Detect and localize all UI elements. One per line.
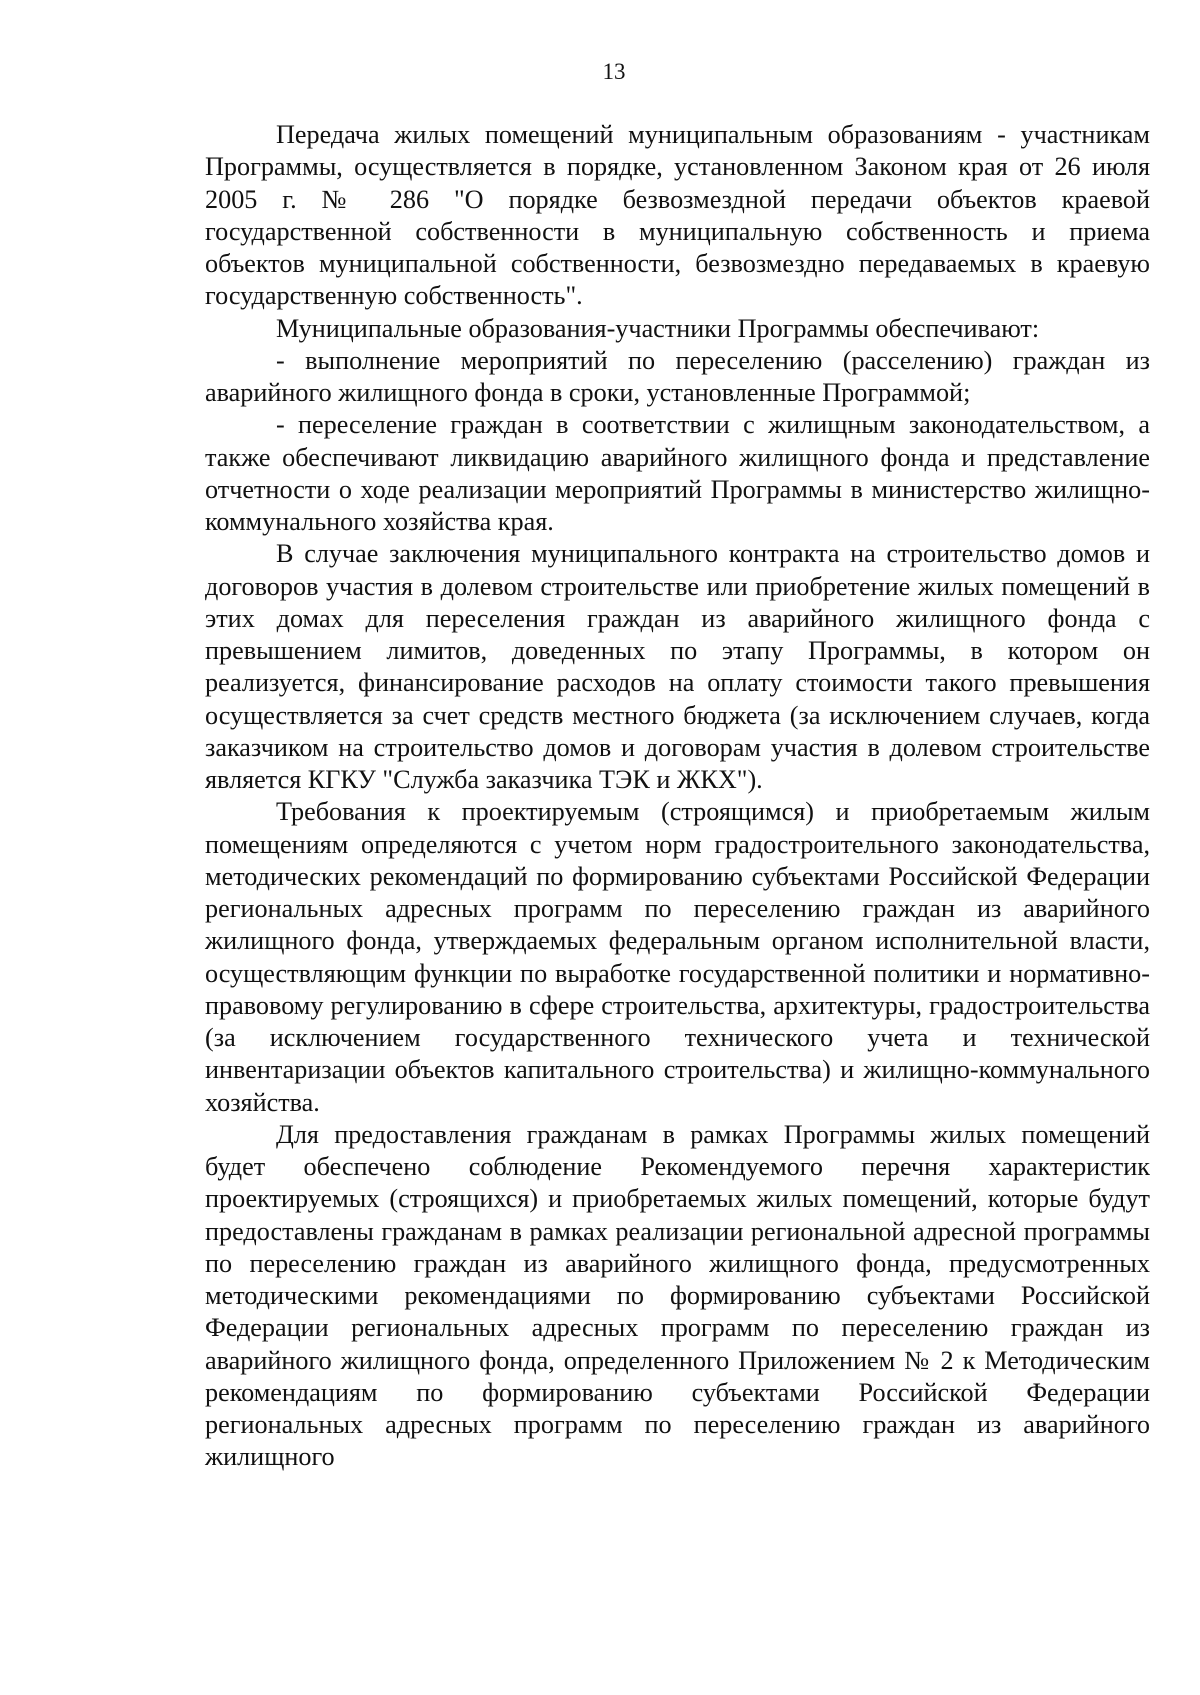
paragraph-housing-requirements: Требования к проектируемым (строящимся) и приобретаемым жилым помещениям определяются с учетом норм градостроительного законодательства, методических рекомендаций по формированию субъектами Российской Федерации региональных адресных программ по переселению граждан из аварийного жилищного фонда, утверждаемых федеральным органом исполнительной власти, осуществляющим функции по выработке государственной политики и нормативно-правовому регулированию в сфере строительства, архитектуры, градостроительства (за исключением государственного технического учета и технической инвентаризации объектов капитального строительства) и жилищно-коммунального хозяйства. — [205, 797, 1150, 1117]
document-body — [205, 119, 1150, 1474]
paragraph-municipal-obligations-intro: Муниципальные образования-участники Программы обеспечивают: — [276, 313, 1040, 343]
paragraph-transfer-of-housing: Передача жилых помещений муниципальным образованиям - участникам Программы, осуществляется в порядке, установленном Законом края от 26 июля 2005 г. № 286 "О порядке безвозмездной передачи объектов краевой государственной собственности в муниципальную собственность и приема объектов муниципальной собственности, безвозмездно передаваемых в краевую государственную собственность". — [205, 120, 1150, 311]
list-item-resettlement-and-reporting: - переселение граждан в соответствии с жилищным законодательством, а также обеспечивают ликвидацию аварийного жилищного фонда и представление отчетности о ходе реализации мероприятий Программы в министерство жилищно-коммунального хозяйства края. — [205, 410, 1150, 536]
paragraph-recommended-characteristics: Для предоставления гражданам в рамках Программы жилых помещений будет обеспечено соблюдение Рекомендуемого перечня характеристик проектируемых (строящихся) и приобретаемых жилых помещений, которые будут предоставлены гражданам в рамках реализации региональной адресной программы по переселению граждан из аварийного жилищного фонда, предусмотренных методическими рекомендациями по формированию субъектами Российской Федерации региональных адресных программ по переселению граждан из аварийного жилищного фонда, определенного Приложением № 2 к Методическим рекомендациям по формированию субъектами Российской Федерации региональных адресных программ по переселению граждан из аварийного жилищного — [205, 1119, 1150, 1472]
paragraph-limit-excess-financing: В случае заключения муниципального контракта на строительство домов и договоров участия в долевом строительстве или приобретение жилых помещений в этих домах для переселения граждан из аварийного жилищного фонда с превышением лимитов, доведенных по этапу Программы, в котором он реализуется, финансирование расходов на оплату стоимости такого превышения осуществляется за счет средств местного бюджета (за исключением случаев, когда заказчиком на строительство домов и договорам участия в долевом строительстве является КГКУ "Служба заказчика ТЭК и ЖКХ"). — [205, 539, 1150, 794]
page-number: 13 — [602, 59, 626, 84]
list-item-resettlement-activities: - выполнение мероприятий по переселению (расселению) граждан из аварийного жилищного фонда в сроки, установленные Программой; — [205, 345, 1150, 407]
